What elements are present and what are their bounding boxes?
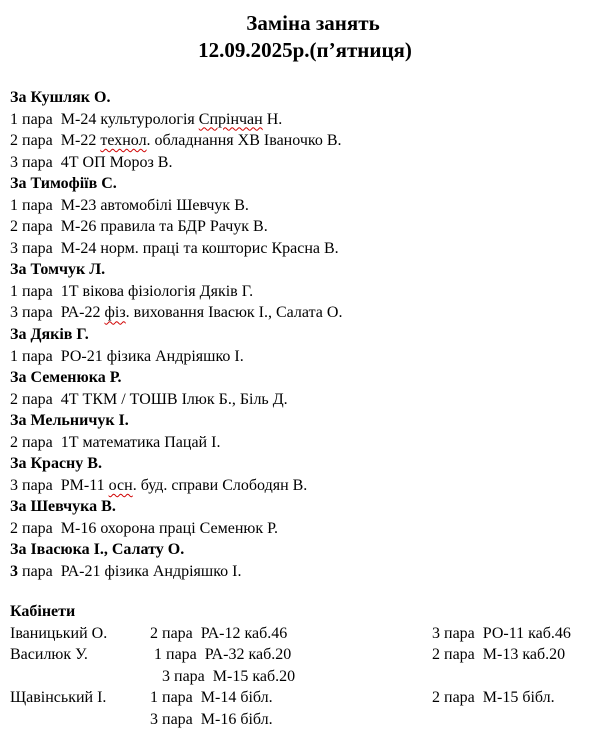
teacher-header: За Семенюка Р. <box>10 369 122 387</box>
cabinet-teacher: Іваницький О. <box>10 624 108 642</box>
lesson-row <box>10 216 605 238</box>
substitutions-list <box>10 87 605 583</box>
cabinet-assignment: 2 пара М-15 бібл. <box>432 689 555 706</box>
teacher-header: За Кушляк О. <box>10 89 111 106</box>
lesson-row <box>10 561 605 583</box>
lesson-number: 2 <box>10 390 18 408</box>
teacher-header: За Івасюка І., Салату О. <box>10 541 185 559</box>
lesson-text: пара М-24 культурологія <box>18 110 199 128</box>
lesson-text-tail: . обладнання ХВ Іваночко В. <box>146 132 342 150</box>
lesson-number: 1 <box>10 282 18 300</box>
cabinet-assignment: 1 пара РА-32 каб.20 <box>150 646 292 663</box>
lesson-text: пара М-16 охорона праці Семенюк Р. <box>18 519 279 537</box>
lesson-row <box>10 302 605 324</box>
lesson-row <box>10 109 605 131</box>
lesson-row <box>10 346 605 368</box>
lesson-text: пара М-26 правила та БДР Рачук В. <box>18 218 268 236</box>
lesson-text-tail: . виховання Івасюк І., Салата О. <box>125 304 343 322</box>
cabinet-row <box>10 687 605 709</box>
lesson-row <box>10 238 605 260</box>
lesson-number: 1 <box>10 347 18 365</box>
cabinet-assignment: 3 пара М-16 бібл. <box>150 710 273 728</box>
lesson-number: 2 <box>10 132 18 150</box>
lesson-number: 3 <box>10 304 18 322</box>
teacher-header: За Тимофіїв С. <box>10 175 117 193</box>
spellcheck-word: Спрінчан <box>198 110 263 128</box>
lesson-row <box>10 130 605 152</box>
cabinet-assignment: 3 пара РО-11 каб.46 <box>432 624 571 642</box>
cabinet-row <box>10 666 605 688</box>
lesson-number: 3 <box>10 563 18 581</box>
cabinet-teacher: Щавінський І. <box>10 689 107 706</box>
lesson-row <box>10 518 605 540</box>
lesson-row <box>10 432 605 454</box>
lesson-text: пара 4Т ОП Мороз В. <box>18 153 173 171</box>
cabinets-title: Кабінети <box>10 603 76 620</box>
lesson-number: 3 <box>10 153 18 171</box>
cabinet-row <box>10 644 605 666</box>
cabinets-section <box>10 601 605 730</box>
lesson-row <box>10 152 605 174</box>
lesson-number: 2 <box>10 519 18 537</box>
teacher-header: За Томчук Л. <box>10 261 106 279</box>
lesson-text-tail: Н. <box>262 110 283 128</box>
lesson-number: 2 <box>10 433 18 451</box>
lesson-number: 2 <box>10 218 18 236</box>
cabinet-row <box>10 709 605 731</box>
lesson-text: пара 1Т математика Пацай І. <box>18 433 221 451</box>
teacher-header: За Мельничук І. <box>10 412 129 430</box>
cabinet-row <box>10 623 605 645</box>
lesson-text-tail: . буд. справи Слободян В. <box>132 476 308 494</box>
lesson-text: пара М-22 <box>18 132 101 150</box>
lesson-number: 3 <box>10 476 18 494</box>
cabinet-teacher: Василюк У. <box>10 646 88 663</box>
lesson-text: пара РА-22 <box>18 304 105 322</box>
lesson-row <box>10 389 605 411</box>
lesson-row <box>10 475 605 497</box>
lesson-number: 1 <box>10 110 18 128</box>
teacher-header: За Дяків Г. <box>10 326 89 344</box>
lesson-row <box>10 281 605 303</box>
lesson-text: пара 4Т ТКМ / ТОШВ Ілюк Б., Біль Д. <box>18 390 288 408</box>
lesson-text: пара М-24 норм. праці та кошторис Красна В. <box>18 239 339 257</box>
lesson-text: пара РА-21 фізика Андріяшко І. <box>18 563 242 581</box>
cabinet-assignment: 3 пара М-15 каб.20 <box>150 667 296 685</box>
lesson-number: 1 <box>10 196 18 214</box>
lesson-text: пара РМ-11 <box>18 476 109 494</box>
cabinet-assignment: 2 пара М-13 каб.20 <box>432 646 566 663</box>
lesson-text: пара М-23 автомобілі Шевчук В. <box>18 196 249 214</box>
page-title: Заміна занять <box>246 11 380 35</box>
cabinet-assignment: 2 пара РА-12 каб.46 <box>150 624 288 642</box>
lesson-row <box>10 195 605 217</box>
spellcheck-word: технол <box>100 132 147 150</box>
spellcheck-word: осн <box>108 476 133 494</box>
spellcheck-word: фіз <box>104 304 126 322</box>
cabinet-assignment: 1 пара М-14 бібл. <box>150 689 273 706</box>
lesson-text: пара РО-21 фізика Андріяшко І. <box>18 347 244 365</box>
teacher-header: За Шевчука В. <box>10 498 116 516</box>
teacher-header: За Красну В. <box>10 455 102 473</box>
lesson-number: 3 <box>10 239 18 257</box>
lesson-text: пара 1Т вікова фізіологія Дяків Г. <box>18 282 254 300</box>
page-subtitle-date: 12.09.2025р.(п’ятниця) <box>198 38 412 62</box>
